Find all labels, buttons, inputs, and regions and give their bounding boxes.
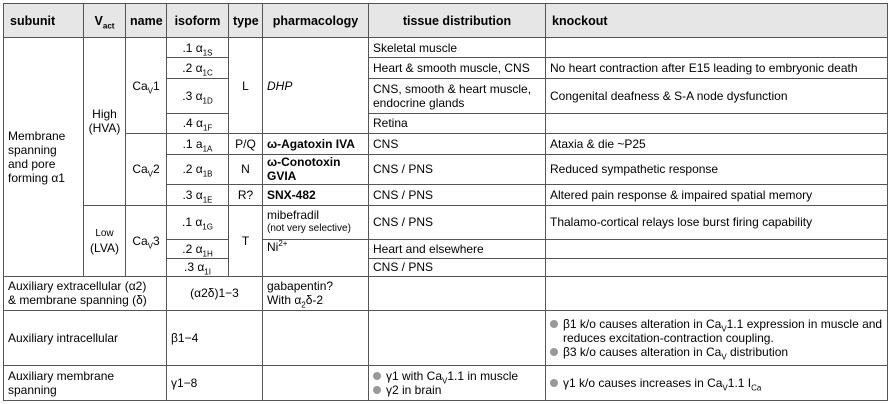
tissue-cell: CNS / PNS (369, 155, 546, 184)
beta-knockout (546, 310, 888, 365)
pharm-snx482: SNX-482 (263, 184, 369, 205)
header-row (4, 4, 888, 38)
tissue-cell (369, 276, 546, 310)
bullet-icon (550, 348, 558, 356)
isoform-cell: .3 $\alpha_{1I}$ (167, 259, 229, 276)
table-row (4, 365, 888, 400)
knockout-cell (546, 259, 888, 276)
type-r: R? (229, 184, 263, 205)
tissue-cell: CNS / PNS (369, 184, 546, 205)
type-pq: P/Q (229, 134, 263, 155)
knockout-cell: Altered pain response & impaired spatial memory (546, 184, 888, 205)
alpha2delta-subunit: Auxiliary extracellular (α2) & membrane spanning (δ) (4, 276, 167, 310)
knockout-cell (546, 240, 888, 259)
header-type: type (229, 4, 263, 38)
pharmacology-cell (263, 365, 369, 400)
bullet-icon (373, 372, 381, 380)
isoform-cell: .2 $\alpha_{1C}$ (167, 58, 229, 79)
table-row (4, 134, 888, 155)
isoform-cell: .1 $\alpha_{1S}$ (167, 38, 229, 58)
list-item: β3 k/o causes alteration in $Ca_V$ distribution (550, 345, 883, 359)
beta-isoform: β1−4 (167, 310, 263, 365)
table-row (4, 310, 888, 365)
tissue-cell: CNS, smooth & heart muscle, endocrine glands (369, 79, 546, 113)
table-row (4, 205, 888, 239)
tissue-cell: CNS / PNS (369, 259, 546, 276)
isoform-cell: .1 $\alpha_{1G}$ (167, 205, 229, 239)
type-t: T (229, 205, 263, 276)
bullet-icon (373, 386, 381, 394)
calcium-channel-table (3, 3, 888, 401)
type-n: N (229, 155, 263, 184)
tissue-cell: Retina (369, 113, 546, 133)
isoform-cell: .3 $\alpha_{1D}$ (167, 79, 229, 113)
header-isoform: isoform (167, 4, 229, 38)
bullet-icon (550, 379, 558, 387)
list-item: γ1 k/o causes increases in $Ca_V1.1$ $I_{Ca}$ (550, 376, 883, 390)
tissue-cell: CNS / PNS (369, 205, 546, 239)
pharm-conotoxin: ω-Conotoxin GVIA (263, 155, 369, 184)
isoform-cell: .2 $\alpha_{1B}$ (167, 155, 229, 184)
tissue-cell: Heart & smooth muscle, CNS (369, 58, 546, 79)
header-tissue-distribution: tissue distribution (369, 4, 546, 38)
table-row (4, 38, 888, 58)
isoform-cell: .3 $\alpha_{1E}$ (167, 184, 229, 205)
header-subunit: subunit (4, 4, 84, 38)
pharm-dhp: DHP (263, 38, 369, 134)
knockout-cell (546, 38, 888, 58)
knockout-cell: Congenital deafness & S-A node dysfunction (546, 79, 888, 113)
table-row (4, 276, 888, 310)
cav1-name: $Ca_V1$ (126, 38, 167, 134)
gamma-tissue (369, 365, 546, 400)
gamma-subunit: Auxiliary membrane spanning (4, 365, 167, 400)
pharm-nickel: $Ni^{2+}$ (263, 240, 369, 276)
type-l: L (229, 38, 263, 134)
lva-cell: Low (LVA) (84, 205, 126, 276)
pharmacology-cell (263, 310, 369, 365)
pharm-mibefradil: mibefradil (not very selective) (263, 205, 369, 239)
tissue-cell: Skeletal muscle (369, 38, 546, 58)
pharm-agatoxin: ω-Agatoxin IVA (263, 134, 369, 155)
header-pharmacology: pharmacology (263, 4, 369, 38)
list-item: γ1 with $Ca_V1.1$ in muscle (373, 369, 541, 383)
beta-subunit: Auxiliary intracellular (4, 310, 167, 365)
hva-cell: High (HVA) (84, 38, 126, 206)
alpha1-subunit-cell: Membrane spanning and pore forming α1 (4, 38, 84, 277)
gamma-knockout (546, 365, 888, 400)
header-name: name (126, 4, 167, 38)
bullet-icon (550, 320, 558, 328)
list-item: β1 k/o causes alteration in $Ca_V1.1$ expression in muscle and reduces excitation-contraction coupling. (550, 317, 883, 345)
knockout-cell: Reduced sympathetic response (546, 155, 888, 184)
alpha2delta-pharmacology: gabapentin? With $\alpha_2\delta-2$ (263, 276, 369, 310)
knockout-cell: No heart contraction after E15 leading to embryonic death (546, 58, 888, 79)
knockout-cell (546, 276, 888, 310)
knockout-cell: Thalamo-cortical relays lose burst firing capability (546, 205, 888, 239)
isoform-cell: .4 $\alpha_{1F}$ (167, 113, 229, 133)
tissue-cell (369, 310, 546, 365)
header-vact: $V_{act}$ (84, 4, 126, 38)
tissue-cell: CNS (369, 134, 546, 155)
knockout-cell: Ataxia & die ~P25 (546, 134, 888, 155)
list-item: γ2 in brain (373, 383, 541, 397)
cav3-name: $Ca_V3$ (126, 205, 167, 276)
tissue-cell: Heart and elsewhere (369, 240, 546, 259)
knockout-cell (546, 113, 888, 133)
isoform-cell: .2 $\alpha_{1H}$ (167, 240, 229, 259)
gamma-isoform: γ1−8 (167, 365, 263, 400)
alpha2delta-isoform: (α2δ)1−3 (167, 276, 263, 310)
isoform-cell: .1 $a_{1A}$ (167, 134, 229, 155)
header-knockout: knockout (546, 4, 888, 38)
cav2-name: $Ca_V2$ (126, 134, 167, 206)
